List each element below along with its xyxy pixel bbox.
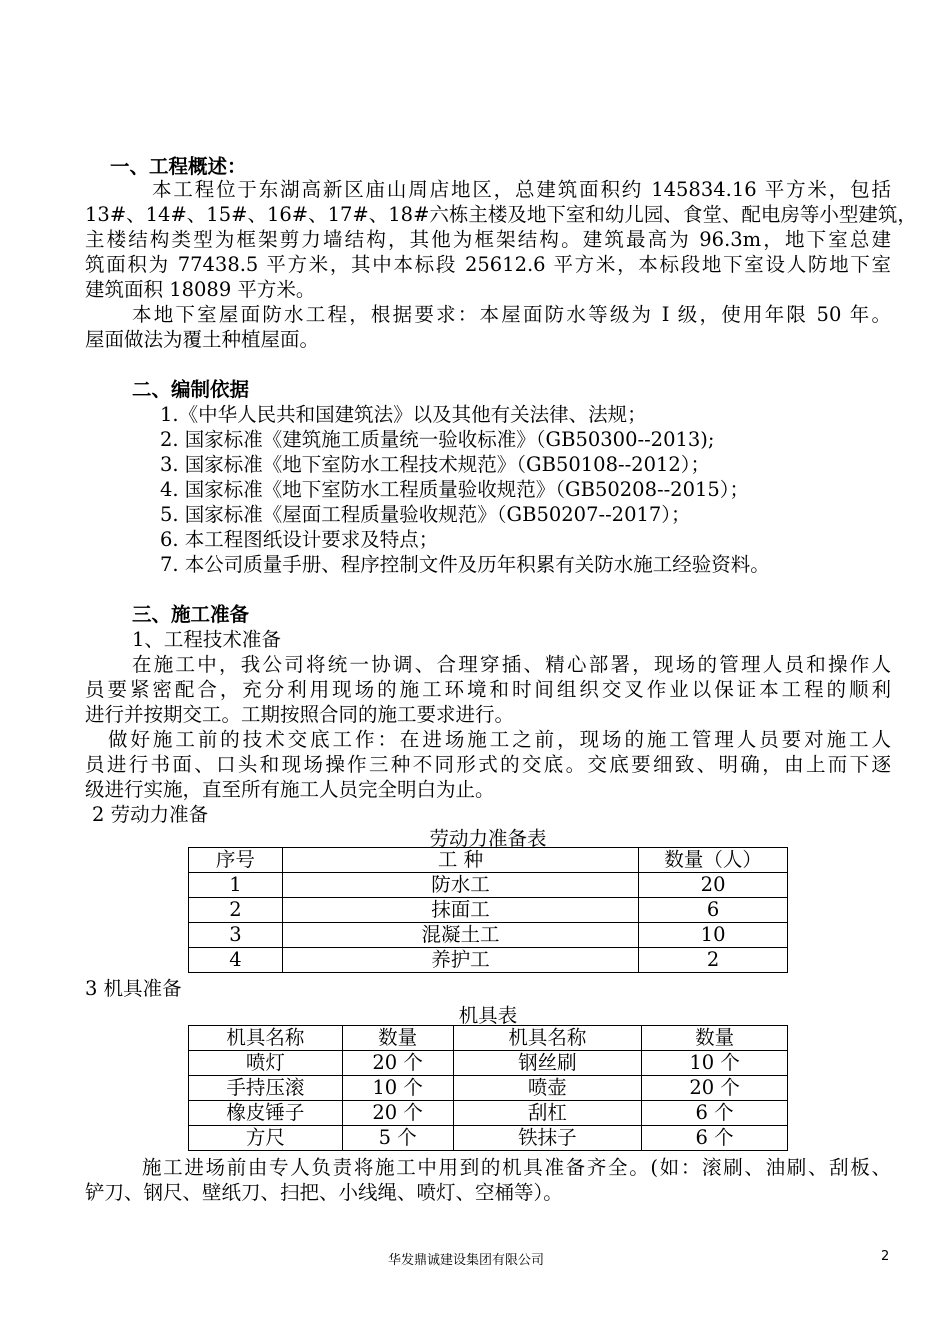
paragraph-line: 主楼结构类型为框架剪力墙结构，其他为框架结构。建筑最高为 96.3m，地下室总建 <box>85 228 891 251</box>
table-cell: 10 <box>639 923 788 948</box>
paragraph-line: 做好施工前的技术交底工作：在进场施工之前，现场的施工管理人员要对施工人 <box>108 728 891 751</box>
table-cell: 2 <box>189 898 283 923</box>
paragraph-line: 建筑面积 18089 平方米。 <box>85 278 316 301</box>
paragraph-line: 进行并按期交工。工期按照合同的施工要求进行。 <box>85 703 515 726</box>
table-header-cell: 数量 <box>642 1026 788 1051</box>
table-header-cell: 工 种 <box>282 848 638 873</box>
paragraph-line: 本工程位于东湖高新区庙山周店地区，总建筑面积约 145834.16 平方米，包括 <box>152 178 891 201</box>
subsection-title: 2 劳动力准备 <box>92 803 209 826</box>
table-cell: 橡皮锤子 <box>189 1101 343 1126</box>
table-header-row <box>189 1026 788 1051</box>
reference-item: 1.《中华人民共和国建筑法》以及其他有关法律、法规； <box>160 403 647 426</box>
table-cell: 2 <box>639 948 788 973</box>
table-header-cell: 数量（人） <box>639 848 788 873</box>
tool-table <box>188 1025 788 1151</box>
table-cell: 防水工 <box>282 873 638 898</box>
reference-item: 3. 国家标准《地下室防水工程技术规范》（GB50108--2012）； <box>160 453 711 476</box>
reference-item: 6. 本工程图纸设计要求及特点； <box>160 528 439 551</box>
table-row <box>189 898 788 923</box>
reference-item: 2. 国家标准《建筑施工质量统一验收标准》（GB50300--2013); <box>160 428 715 451</box>
labor-table-caption: 劳动力准备表 <box>429 827 547 850</box>
section3-heading: 三、施工准备 <box>132 603 250 626</box>
paragraph-line: 级进行实施，直至所有施工人员完全明白为止。 <box>85 778 495 801</box>
table-cell: 手持压滚 <box>189 1076 343 1101</box>
table-cell: 刮杠 <box>453 1101 642 1126</box>
paragraph-line: 屋面做法为覆土种植屋面。 <box>85 328 320 351</box>
table-cell: 20 <box>639 873 788 898</box>
reference-item: 5. 国家标准《屋面工程质量验收规范》（GB50207--2017）； <box>160 503 691 526</box>
paragraph-line: 13#、14#、15#、16#、17#、18#六栋主楼及地下室和幼儿园、食堂、配电房等小型建筑， <box>85 203 917 226</box>
paragraph-line: 员进行书面、口头和现场操作三种不同形式的交底。交底要细致、明确，由上而下逐 <box>85 753 891 776</box>
table-cell: 5 个 <box>342 1126 453 1151</box>
table-cell: 钢丝刷 <box>453 1051 642 1076</box>
table-cell: 20 个 <box>342 1101 453 1126</box>
table-header-row <box>189 848 788 873</box>
table-cell: 3 <box>189 923 283 948</box>
paragraph-line: 在施工中，我公司将统一协调、合理穿插、精心部署，现场的管理人员和操作人 <box>132 653 891 676</box>
paragraph-line: 本地下室屋面防水工程，根据要求：本屋面防水等级为 I 级，使用年限 50 年。 <box>132 303 891 326</box>
section2-heading: 二、编制依据 <box>132 378 250 401</box>
table-cell: 20 个 <box>642 1076 788 1101</box>
table-cell: 10 个 <box>342 1076 453 1101</box>
table-row <box>189 873 788 898</box>
table-cell: 6 个 <box>642 1126 788 1151</box>
tool-table-caption: 机具表 <box>458 1004 518 1027</box>
table-row <box>189 1101 788 1126</box>
table-cell: 喷壶 <box>453 1076 642 1101</box>
subsection-title: 3 机具准备 <box>85 977 182 1000</box>
paragraph-line: 筑面积为 77438.5 平方米，其中本标段 25612.6 平方米，本标段地下室设人防地下室 <box>85 253 891 276</box>
table-cell: 养护工 <box>282 948 638 973</box>
table-row <box>189 948 788 973</box>
table-header-cell: 机具名称 <box>189 1026 343 1051</box>
table-cell: 6 个 <box>642 1101 788 1126</box>
table-row <box>189 923 788 948</box>
table-cell: 混凝土工 <box>282 923 638 948</box>
paragraph-line: 铲刀、钢尺、壁纸刀、扫把、小线绳、喷灯、空桶等）。 <box>85 1181 563 1204</box>
table-header-cell: 序号 <box>189 848 283 873</box>
table-cell: 1 <box>189 873 283 898</box>
table-cell: 铁抹子 <box>453 1126 642 1151</box>
table-row <box>189 1051 788 1076</box>
table-cell: 抹面工 <box>282 898 638 923</box>
reference-item: 4. 国家标准《地下室防水工程质量验收规范》（GB50208--2015）； <box>160 478 750 501</box>
table-cell: 4 <box>189 948 283 973</box>
table-cell: 6 <box>639 898 788 923</box>
table-row <box>189 1126 788 1151</box>
paragraph-line: 员要紧密配合，充分利用现场的施工环境和时间组织交叉作业以保证本工程的顺利 <box>85 678 891 701</box>
footer-company: 华发鼎诚建设集团有限公司 <box>388 1253 545 1268</box>
page-number: 2 <box>881 1249 890 1264</box>
table-row <box>189 1076 788 1101</box>
table-cell: 喷灯 <box>189 1051 343 1076</box>
reference-item: 7. 本公司质量手册、程序控制文件及历年积累有关防水施工经验资料。 <box>160 553 770 576</box>
table-header-cell: 数量 <box>342 1026 453 1051</box>
table-cell: 20 个 <box>342 1051 453 1076</box>
table-header-cell: 机具名称 <box>453 1026 642 1051</box>
table-cell: 方尺 <box>189 1126 343 1151</box>
labor-table <box>188 847 788 973</box>
table-cell: 10 个 <box>642 1051 788 1076</box>
paragraph-line: 施工进场前由专人负责将施工中用到的机具准备齐全。(如：滚刷、油刷、刮板、 <box>142 1156 891 1179</box>
section1-heading: 一、工程概述： <box>110 155 247 178</box>
subsection-title: 1、工程技术准备 <box>132 628 281 651</box>
